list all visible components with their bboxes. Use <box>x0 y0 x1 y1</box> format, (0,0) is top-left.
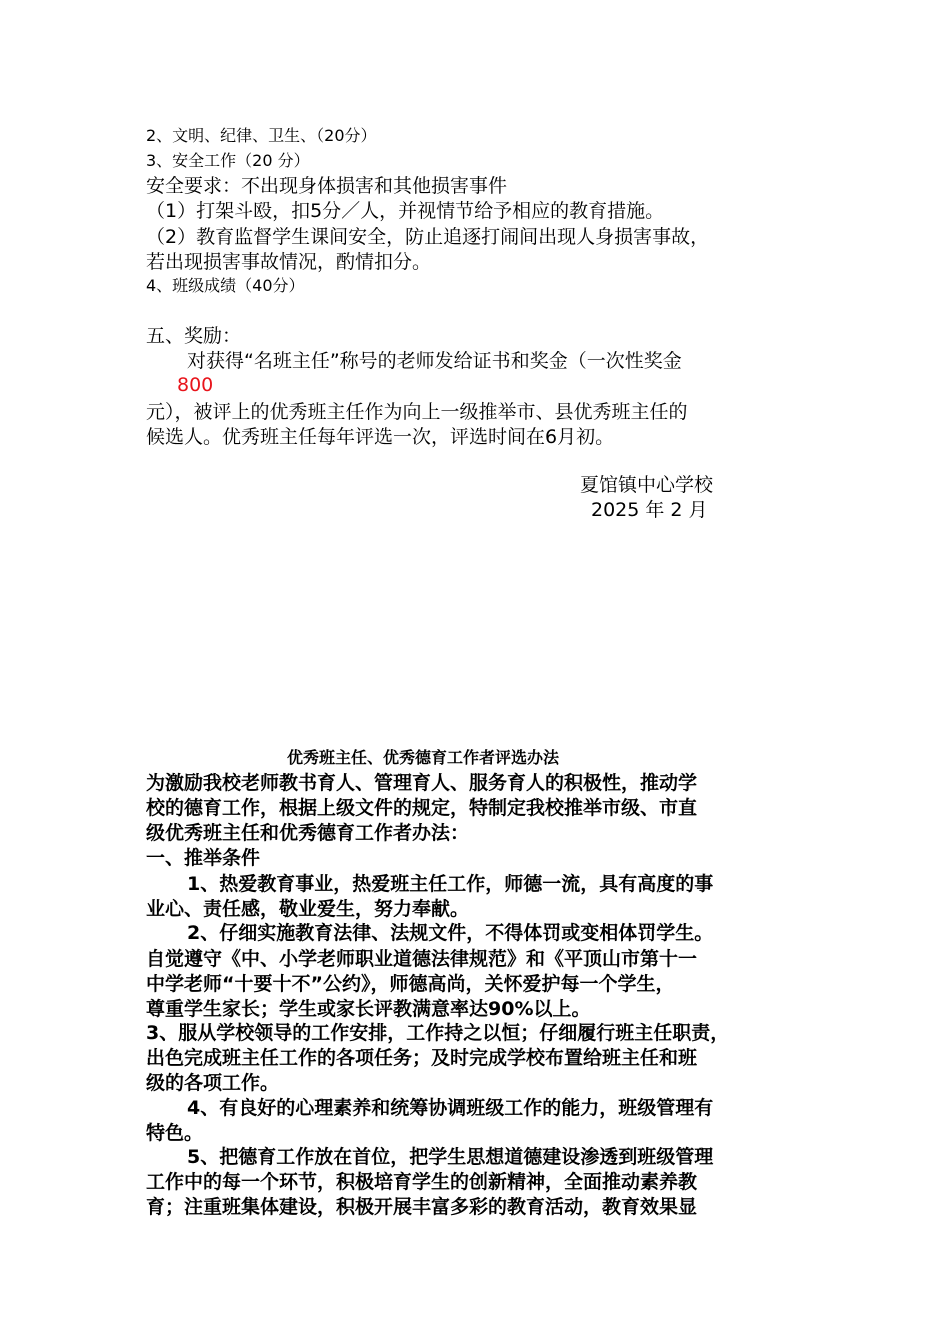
reward-heading: 五、奖励： <box>146 325 242 347</box>
condition-3-line-2: 出色完成班主任工作的各项任务；及时完成学校布置给班主任和班 <box>146 1047 698 1069</box>
item-safety: 3、安全工作（20 分） <box>146 151 310 170</box>
safety-rule-1: （1）打架斗殴，扣5分／人，并视情节给予相应的教育措施。 <box>146 200 665 222</box>
condition-1-line-1: 1、热爱教育事业，热爱班主任工作，师德一流，具有高度的事 <box>187 873 714 895</box>
signature-date: 2025 年 2 月 <box>591 499 708 521</box>
condition-1-line-2: 业心、责任感，敬业爱生，努力奉献。 <box>146 898 470 920</box>
condition-4-line-2: 特色。 <box>146 1122 204 1144</box>
intro-line-2: 校的德育工作，根据上级文件的规定，特制定我校推举市级、市直 <box>146 797 698 819</box>
signature-school: 夏馆镇中心学校 <box>580 474 714 496</box>
reward-line-2: 元），被评上的优秀班主任作为向上一级推举市、县优秀班主任的 <box>146 401 688 423</box>
condition-5-line-2: 工作中的每一个环节，积极培育学生的创新精神，全面推动素养教 <box>146 1171 698 1193</box>
condition-2-line-1: 2、仔细实施教育法律、法规文件，不得体罚或变相体罚学生。 <box>187 922 714 944</box>
condition-2-line-4: 尊重学生家长；学生或家长评教满意率达90%以上。 <box>146 998 591 1020</box>
safety-rule-2-line-1: （2）教育监督学生课间安全，防止追逐打闹间出现人身损害事故， <box>146 226 710 248</box>
reward-amount: 800 <box>177 374 214 396</box>
condition-5-line-3: 育；注重班集体建设，积极开展丰富多彩的教育活动，教育效果显 <box>146 1196 698 1218</box>
condition-3-line-1: 3、服从学校领导的工作安排，工作持之以恒；仔细履行班主任职责， <box>146 1022 730 1044</box>
section-title: 优秀班主任、优秀德育工作者评选办法 <box>287 748 560 767</box>
safety-rule-2-line-2: 若出现损害事故情况，酌情扣分。 <box>146 251 432 273</box>
item-civility: 2、文明、纪律、卫生、（20分） <box>146 126 377 145</box>
reward-line-3: 候选人。优秀班主任每年评选一次，评选时间在6月初。 <box>146 426 615 448</box>
condition-4-line-1: 4、有良好的心理素养和统筹协调班级工作的能力，班级管理有 <box>187 1097 714 1119</box>
intro-line-1: 为激励我校老师教书育人、管理育人、服务育人的积极性，推动学 <box>146 772 698 794</box>
condition-3-line-3: 级的各项工作。 <box>146 1072 280 1094</box>
item-class-grades: 4、班级成绩（40分） <box>146 276 305 295</box>
safety-requirement: 安全要求：不出现身体损害和其他损害事件 <box>146 175 508 197</box>
condition-2-line-2: 自觉遵守《中、小学老师职业道德法律规范》和《平顶山市第十一 <box>146 948 698 970</box>
condition-5-line-1: 5、把德育工作放在首位，把学生思想道德建设渗透到班级管理 <box>187 1146 714 1168</box>
condition-2-line-3: 中学老师“十要十不”公约》，师德高尚，关怀爱护每一个学生， <box>146 973 675 995</box>
intro-line-3: 级优秀班主任和优秀德育工作者办法： <box>146 822 470 844</box>
conditions-heading: 一、推举条件 <box>146 847 261 869</box>
reward-line-1: 对获得“名班主任”称号的老师发给证书和奖金（一次性奖金 <box>187 350 682 372</box>
